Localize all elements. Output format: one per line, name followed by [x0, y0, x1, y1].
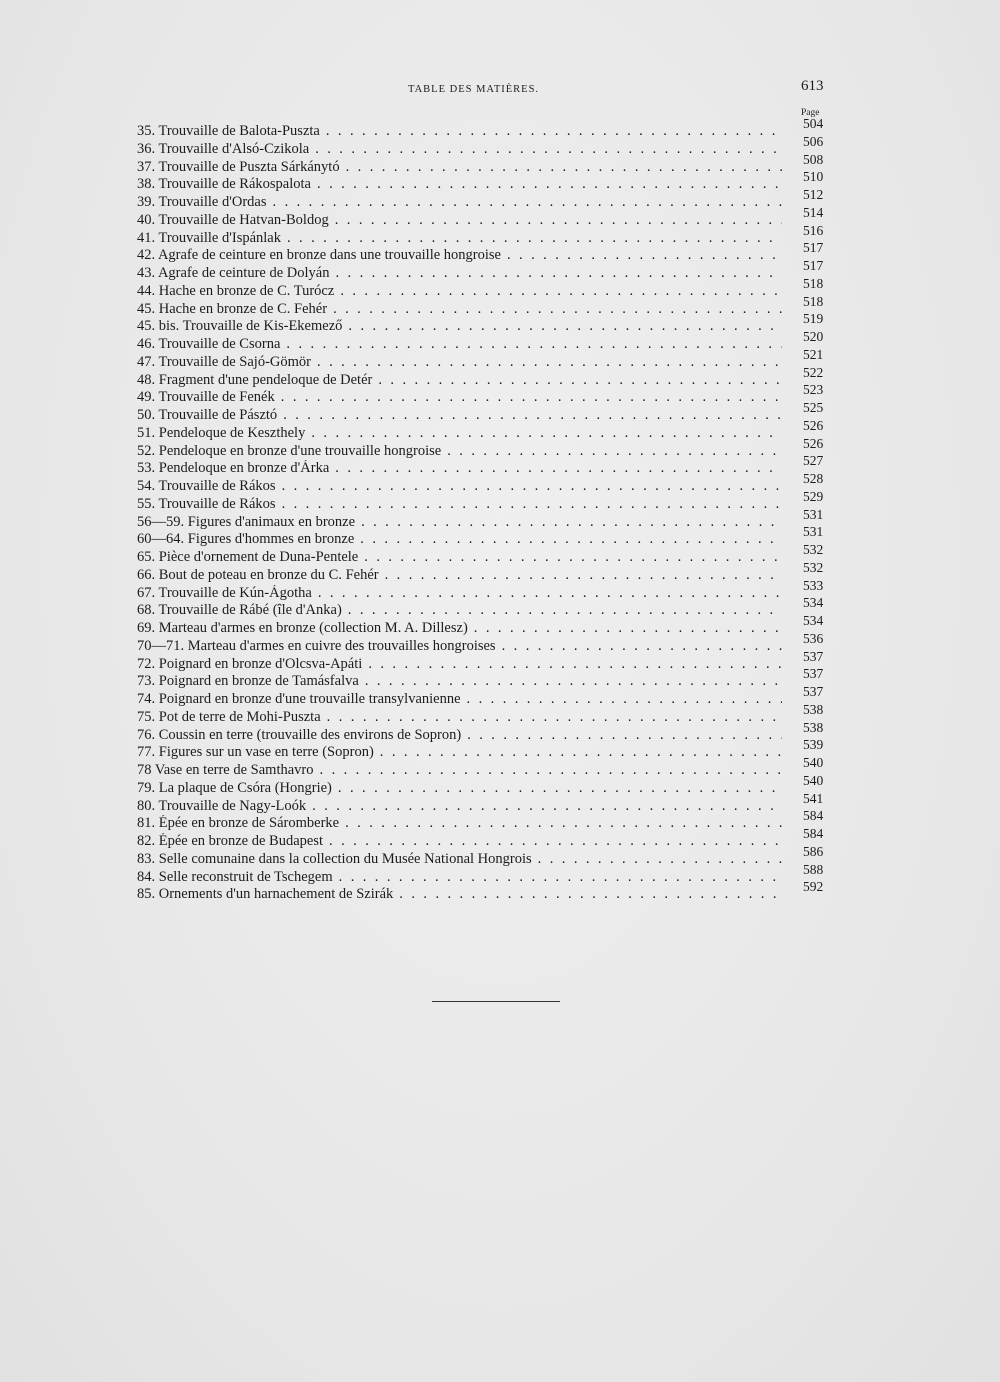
- toc-entry-label: 77. Figures sur un vase en terre (Sopron) . . .: [137, 744, 782, 762]
- toc-entry-label: 55. Trouvaille de Rákos . . .: [137, 496, 782, 514]
- toc-entry-label: 82. Épée en bronze de Budapest . . .: [137, 833, 782, 851]
- toc-entry-page: 539: [803, 737, 824, 753]
- toc-entry: [137, 275, 837, 301]
- toc-entry-page: 536: [803, 630, 824, 646]
- toc-entry-page: 517: [803, 240, 824, 256]
- toc-entry: [137, 790, 837, 816]
- toc-entry-page: 540: [803, 772, 824, 788]
- toc-entry: [137, 559, 837, 585]
- toc-entry-page: 584: [803, 808, 824, 824]
- toc-entry-label: 60—64. Figures d'hommes en bronze . . .: [137, 531, 782, 549]
- toc-entry-page: 508: [803, 151, 824, 167]
- toc-entry-label: 49. Trouvaille de Fenék . . .: [137, 389, 782, 407]
- toc-entry-page: 540: [803, 755, 824, 770]
- toc-entry-page: 525: [803, 400, 824, 415]
- toc-entry-page: 537: [803, 684, 824, 699]
- toc-entry: [137, 435, 837, 461]
- toc-entry-label: 67. Trouvaille de Kún-Ágotha . . .: [137, 585, 782, 603]
- toc-entry-label: 41. Trouvaille d'Ispánlak . . .: [137, 230, 782, 248]
- toc-entry: [137, 488, 837, 514]
- toc-entry-label: 75. Pot de terre de Mohi-Puszta . . .: [137, 709, 782, 727]
- toc-entry-label: 83. Selle comunaine dans la collection du Musée National Hongrois . . .: [137, 851, 782, 869]
- toc-entry-page: 521: [803, 346, 824, 362]
- toc-entry-label: 51. Pendeloque de Keszthely . . .: [137, 425, 782, 443]
- toc-entry-page: 592: [803, 879, 824, 895]
- toc-entry: [137, 187, 837, 212]
- toc-entry: [137, 542, 837, 567]
- toc-entry-page: 526: [803, 435, 824, 451]
- toc-entry: [137, 595, 837, 620]
- toc-entry-page: 532: [803, 542, 824, 557]
- page-column-label: Page: [801, 108, 820, 118]
- toc-entry-label: 79. La plaque de Csóra (Hongrie) . . .: [137, 780, 782, 798]
- toc-entry: [137, 666, 837, 691]
- toc-entry-label: 80. Trouvaille de Nagy-Loók . . .: [137, 798, 782, 816]
- toc-entry: [137, 701, 837, 727]
- toc-entry-page: 531: [803, 524, 824, 540]
- toc-entry-page: 584: [803, 826, 824, 841]
- toc-entry-page: 541: [803, 790, 824, 806]
- toc-entry: [137, 116, 837, 141]
- toc-entry-label: 85. Ornements d'un harnachement de Szirák . . .: [137, 886, 782, 904]
- toc-entry-label: 72. Poignard en bronze d'Olcsva-Apáti . . .: [137, 656, 782, 674]
- table-of-contents: [137, 116, 837, 904]
- toc-entry: [137, 843, 837, 869]
- toc-entry: [137, 133, 837, 159]
- toc-entry-label: 73. Poignard en bronze de Tamásfalva . . .: [137, 673, 782, 691]
- toc-entry-label: 76. Coussin en terre (trouvaille des environs de Sopron) . . .: [137, 727, 782, 745]
- toc-entry: [137, 755, 837, 780]
- toc-entry: [137, 204, 837, 230]
- toc-entry-label: 38. Trouvaille de Rákospalota . . .: [137, 176, 782, 194]
- toc-entry-page: 537: [803, 648, 824, 664]
- toc-entry: [137, 524, 837, 549]
- toc-entry-label: 68. Trouvaille de Rábé (île d'Anka) . . .: [137, 602, 782, 620]
- toc-entry-label: 66. Bout de poteau en bronze du C. Fehér . . .: [137, 567, 782, 585]
- toc-entry-page: 526: [803, 417, 824, 433]
- toc-entry: [137, 737, 837, 762]
- toc-entry-page: 523: [803, 382, 824, 398]
- toc-entry-page: 531: [803, 506, 824, 522]
- toc-entry-page: 504: [803, 116, 824, 131]
- toc-entry-page: 534: [803, 613, 824, 628]
- toc-entry-label: 37. Trouvaille de Puszta Sárkánytó . . .: [137, 159, 782, 177]
- toc-entry-label: 40. Trouvaille de Hatvan-Boldog . . .: [137, 212, 782, 230]
- toc-entry-page: 522: [803, 364, 824, 380]
- toc-entry: [137, 648, 837, 674]
- toc-entry: [137, 577, 837, 603]
- toc-entry-label: 45. bis. Trouvaille de Kis-Ekemező . . .: [137, 318, 782, 336]
- toc-entry: [137, 382, 837, 407]
- toc-entry-page: 529: [803, 488, 824, 504]
- toc-entry: [137, 293, 837, 319]
- toc-entry: [137, 826, 837, 851]
- page-number: 613: [801, 78, 824, 94]
- toc-entry-page: 518: [803, 293, 824, 309]
- toc-entry-label: 42. Agrafe de ceinture en bronze dans une trouvaille hongroise . . .: [137, 247, 782, 265]
- toc-entry-page: 586: [803, 843, 824, 859]
- toc-entry-label: 54. Trouvaille de Rákos . . .: [137, 478, 782, 496]
- toc-entry-label: 48. Fragment d'une pendeloque de Detér . . .: [137, 372, 782, 390]
- toc-entry: [137, 613, 837, 638]
- toc-entry: [137, 258, 837, 283]
- toc-entry-label: 56—59. Figures d'animaux en bronze . . .: [137, 514, 782, 532]
- toc-entry-page: 506: [803, 133, 824, 149]
- toc-entry: [137, 453, 837, 478]
- toc-entry-page: 532: [803, 559, 824, 575]
- toc-entry: [137, 240, 837, 265]
- toc-entry: [137, 772, 837, 798]
- toc-entry-label: 70—71. Marteau d'armes en cuivre des trouvailles hongroises . . .: [137, 638, 782, 656]
- toc-entry-label: 69. Marteau d'armes en bronze (collection M. A. Dillesz) . . .: [137, 620, 782, 638]
- toc-entry-page: 537: [803, 666, 824, 682]
- toc-entry: [137, 346, 837, 372]
- toc-entry-page: 528: [803, 471, 824, 486]
- toc-entry-page: 588: [803, 861, 824, 877]
- toc-entry-page: 533: [803, 577, 824, 593]
- toc-entry-page: 527: [803, 453, 824, 469]
- toc-entry-page: 518: [803, 275, 824, 291]
- toc-entry-label: 35. Trouvaille de Balota-Puszta . . .: [137, 123, 782, 141]
- toc-entry-page: 517: [803, 258, 824, 273]
- toc-entry-label: 45. Hache en bronze de C. Fehér . . .: [137, 301, 782, 319]
- toc-entry: [137, 506, 837, 532]
- toc-entry: [137, 471, 837, 496]
- toc-entry-label: 74. Poignard en bronze d'une trouvaille transylvanienne . . .: [137, 691, 782, 709]
- toc-entry-page: 538: [803, 701, 824, 717]
- toc-entry: [137, 861, 837, 887]
- toc-entry: [137, 879, 837, 904]
- toc-entry: [137, 311, 837, 336]
- toc-entry-page: 519: [803, 311, 824, 327]
- toc-entry: [137, 417, 837, 443]
- toc-entry-label: 44. Hache en bronze de C. Turócz . . .: [137, 283, 782, 301]
- toc-entry: [137, 151, 837, 177]
- toc-entry-page: 512: [803, 187, 824, 202]
- running-title: TABLE DES MATIÈRES.: [408, 84, 540, 95]
- toc-entry: [137, 684, 837, 709]
- toc-entry: [137, 329, 837, 354]
- toc-entry-label: 39. Trouvaille d'Ordas . . .: [137, 194, 782, 212]
- toc-entry: [137, 400, 837, 425]
- toc-entry: [137, 719, 837, 745]
- toc-entry-label: 50. Trouvaille de Pásztó . . .: [137, 407, 782, 425]
- toc-entry-page: 534: [803, 595, 824, 611]
- toc-entry-label: 65. Pièce d'ornement de Duna-Pentele . . .: [137, 549, 782, 567]
- toc-entry-label: 52. Pendeloque en bronze d'une trouvaille hongroise . . .: [137, 443, 782, 461]
- toc-entry-page: 520: [803, 329, 824, 344]
- toc-entry-label: 84. Selle reconstruit de Tschegem . . .: [137, 869, 782, 887]
- toc-entry: [137, 222, 837, 248]
- toc-entry-page: 514: [803, 204, 824, 220]
- toc-entry-page: 538: [803, 719, 824, 735]
- toc-entry: [137, 808, 837, 833]
- toc-entry-label: 78 Vase en terre de Samthavro . . .: [137, 762, 782, 780]
- toc-entry: [137, 630, 837, 656]
- closing-rule: [432, 1001, 560, 1002]
- toc-entry-label: 43. Agrafe de ceinture de Dolyán . . .: [137, 265, 782, 283]
- toc-entry-label: 36. Trouvaille d'Alsó-Czikola . . .: [137, 141, 782, 159]
- toc-entry: [137, 364, 837, 390]
- toc-entry-label: 47. Trouvaille de Sajó-Gömör . . .: [137, 354, 782, 372]
- toc-entry-label: 53. Pendeloque en bronze d'Árka . . .: [137, 460, 782, 478]
- toc-entry-label: 46. Trouvaille de Csorna . . .: [137, 336, 782, 354]
- toc-entry-page: 516: [803, 222, 824, 238]
- toc-entry: [137, 169, 837, 194]
- toc-entry-label: 81. Épée en bronze de Sáromberke . . .: [137, 815, 782, 833]
- toc-entry-page: 510: [803, 169, 824, 185]
